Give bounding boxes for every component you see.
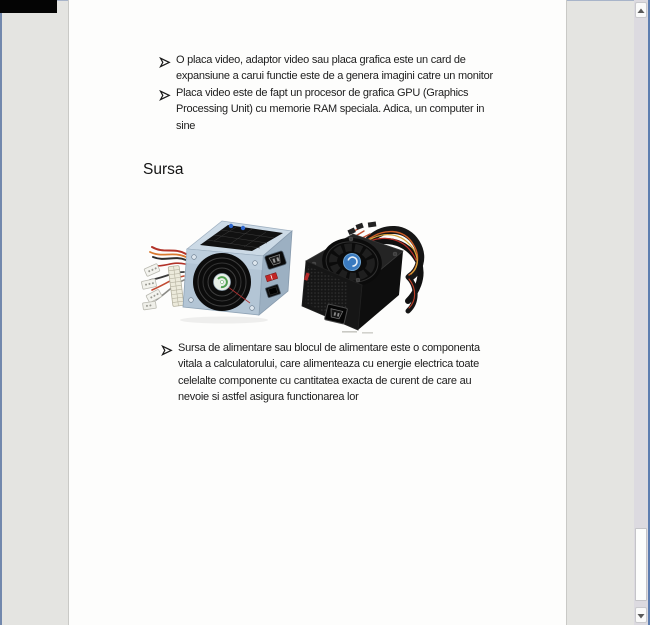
vertical-scrollbar (634, 0, 648, 625)
bullet-arrow-icon (159, 88, 171, 99)
scrollbar-thumb[interactable] (635, 528, 647, 601)
body-text-line: Sursa de alimentare sau blocul de alimentare este o componenta (178, 342, 480, 354)
scroll-down-button[interactable] (635, 607, 647, 623)
body-text-line: vitala a calculatorului, care alimenteaza cu energie electrica toate (178, 358, 479, 371)
body-text-line: celelalte componente cu cantitatea exacta de curent de care au (178, 374, 472, 387)
window-border-left (0, 0, 2, 625)
scroll-up-button[interactable] (635, 2, 647, 18)
bullet-arrow-icon (161, 343, 173, 354)
body-text-line: expansiune a carui functie este de a genera imagini catre un monitor (176, 70, 493, 83)
figure-silver-power-supply[interactable] (140, 214, 300, 336)
triangle-down-icon (637, 606, 645, 624)
body-text-line: O placa video, adaptor video sau placa grafica este un card de (176, 54, 466, 66)
body-text-line: Placa video este de fapt un procesor de grafica GPU (Graphics (176, 87, 469, 99)
bullet-arrow-icon (159, 55, 171, 66)
body-text-line: sine (176, 119, 196, 132)
section-heading: Sursa (143, 161, 184, 178)
bullet-item (161, 340, 480, 406)
bullet-item (159, 85, 484, 134)
document-page[interactable] (68, 0, 567, 625)
body-text-line: Processing Unit) cu memorie RAM speciala. Adica, un computer in (176, 103, 485, 116)
figure-black-power-supply[interactable] (290, 217, 440, 337)
triangle-up-icon (637, 1, 645, 19)
bullet-item (159, 52, 493, 85)
screen-corner-fragment (0, 0, 57, 13)
body-text-line: nevoie si astfel asigura functionarea lor (178, 391, 359, 404)
